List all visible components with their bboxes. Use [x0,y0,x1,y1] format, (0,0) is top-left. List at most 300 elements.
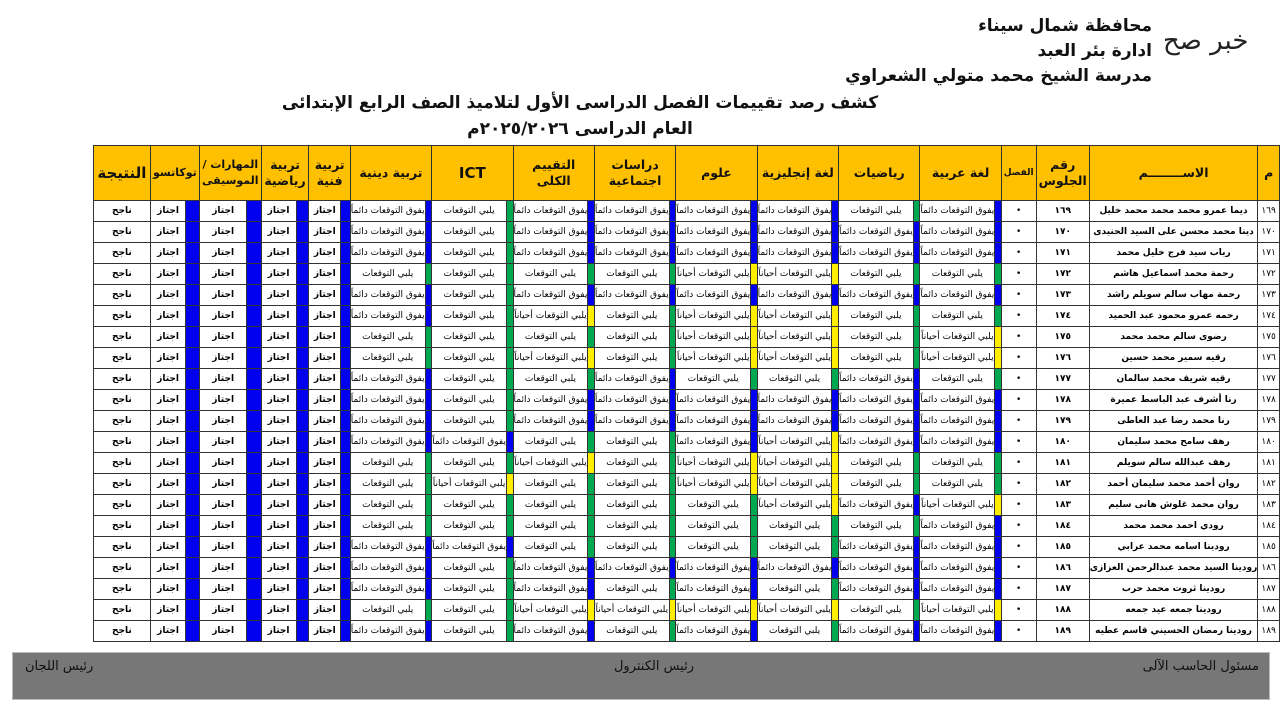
pass-pe: اجتاز [261,558,296,579]
grade-science: يفوق التوقعات دائماً [676,222,751,243]
student-name: رحمه عمرو محمود عبد الحميد [1089,306,1258,327]
table-row [94,348,1280,369]
grade-swatch-tokatsu [186,495,200,516]
row-index: ١٨٨ [1258,600,1280,621]
pass-tokatsu: اجتاز [150,600,186,621]
grade-overall: يفوق التوقعات دائماً [513,558,588,579]
grade-swatch-tokatsu [186,390,200,411]
result-cell: ناجح [94,453,151,474]
grade-swatch-music [247,390,261,411]
grade-swatch-arabic [995,474,1002,495]
table-row [94,558,1280,579]
grade-swatch-social [669,390,676,411]
grade-swatch-social [669,369,676,390]
row-index: ١٧٥ [1258,327,1280,348]
grade-english: يفوق التوقعات دائماً [757,243,832,264]
pass-tokatsu: اجتاز [150,348,186,369]
grade-english: يلبي التوقعات أحياناً [757,600,832,621]
col-ict: ICT [432,146,513,201]
grade-swatch-overall [588,306,595,327]
grade-arabic: يفوق التوقعات دائماً [920,285,995,306]
grade-swatch-social [669,432,676,453]
grade-science: يفوق التوقعات دائماً [676,558,751,579]
grade-swatch-religion [425,201,432,222]
result-cell: ناجح [94,558,151,579]
grade-arabic: يفوق التوقعات دائماً [920,411,995,432]
grade-swatch-social [669,495,676,516]
grade-swatch-arabic [995,201,1002,222]
grade-swatch-art [341,243,351,264]
col-math: رياضيات [839,146,920,201]
grade-swatch-science [751,306,758,327]
grade-swatch-ict [506,390,513,411]
pass-music: اجتاز [200,495,247,516]
grade-swatch-english [832,327,839,348]
grade-swatch-english [832,201,839,222]
class-cell: • [1001,390,1036,411]
grade-swatch-art [341,306,351,327]
pass-art: اجتاز [309,306,341,327]
grade-swatch-social [669,621,676,642]
grade-social: يلبي التوقعات [594,621,669,642]
grade-swatch-math [913,516,920,537]
class-cell: • [1001,579,1036,600]
grade-swatch-social [669,537,676,558]
grade-swatch-math [913,411,920,432]
grade-swatch-math [913,558,920,579]
grade-ict: يلبي التوقعات [432,516,507,537]
grade-swatch-religion [425,558,432,579]
row-index: ١٧٠ [1258,222,1280,243]
signature-footer [12,652,1270,700]
grade-overall: يلبي التوقعات [513,516,588,537]
grade-ict: يلبي التوقعات [432,411,507,432]
pass-tokatsu: اجتاز [150,327,186,348]
grade-swatch-arabic [995,348,1002,369]
grade-religion: يفوق التوقعات دائماً [350,432,425,453]
grade-math: يفوق التوقعات دائماً [839,243,914,264]
pass-pe: اجتاز [261,348,296,369]
row-index: ١٨٣ [1258,495,1280,516]
grade-swatch-pe [296,243,309,264]
grade-english: يفوق التوقعات دائماً [757,285,832,306]
grade-swatch-arabic [995,558,1002,579]
grade-swatch-art [341,264,351,285]
grade-swatch-math [913,243,920,264]
grade-swatch-english [832,621,839,642]
student-name: رقيه سمير محمد حسين [1089,348,1258,369]
control-head-label: رئيس الكنترول [613,659,694,674]
grade-swatch-arabic [995,495,1002,516]
grade-swatch-art [341,516,351,537]
grade-swatch-overall [588,285,595,306]
pass-art: اجتاز [309,537,341,558]
grade-swatch-ict [506,348,513,369]
pass-art: اجتاز [309,390,341,411]
grade-swatch-arabic [995,432,1002,453]
grade-swatch-art [341,369,351,390]
class-cell: • [1001,222,1036,243]
grade-social: يلبي التوقعات [594,453,669,474]
grade-swatch-arabic [995,285,1002,306]
grade-swatch-art [341,348,351,369]
seat-number: ١٨٨ [1036,600,1089,621]
grade-swatch-social [669,285,676,306]
grade-swatch-religion [425,243,432,264]
grade-science: يلبي التوقعات أحياناً [676,264,751,285]
table-row [94,390,1280,411]
class-cell: • [1001,621,1036,642]
grade-social: يلبي التوقعات [594,516,669,537]
row-index: ١٨٢ [1258,474,1280,495]
pass-music: اجتاز [200,411,247,432]
grade-swatch-tokatsu [186,201,200,222]
row-index: ١٨٤ [1258,516,1280,537]
grade-arabic: يلبي التوقعات أحياناً [920,348,995,369]
grade-swatch-arabic [995,306,1002,327]
pass-art: اجتاز [309,327,341,348]
seat-number: ١٨٦ [1036,558,1089,579]
pass-art: اجتاز [309,243,341,264]
student-name: دينا محمد محسن على السيد الحنيدى [1089,222,1258,243]
student-name: رودينا السيد محمد عبدالرحمن العزازى [1089,558,1258,579]
pass-music: اجتاز [200,327,247,348]
grade-religion: يفوق التوقعات دائماً [350,222,425,243]
grade-overall: يلبي التوقعات أحياناً [513,348,588,369]
result-cell: ناجح [94,474,151,495]
grade-science: يلبي التوقعات أحياناً [676,474,751,495]
pass-art: اجتاز [309,264,341,285]
grade-swatch-math [913,285,920,306]
seat-number: ١٧١ [1036,243,1089,264]
grade-swatch-tokatsu [186,411,200,432]
grade-swatch-overall [588,369,595,390]
grade-swatch-religion [425,600,432,621]
grade-swatch-ict [506,537,513,558]
grade-swatch-science [751,537,758,558]
table-row [94,579,1280,600]
grade-swatch-social [669,201,676,222]
grade-swatch-music [247,327,261,348]
grade-overall: يفوق التوقعات دائماً [513,411,588,432]
grade-swatch-tokatsu [186,516,200,537]
result-cell: ناجح [94,600,151,621]
grade-swatch-music [247,558,261,579]
grade-swatch-english [832,537,839,558]
grade-arabic: يفوق التوقعات دائماً [920,243,995,264]
pass-tokatsu: اجتاز [150,243,186,264]
grade-overall: يفوق التوقعات دائماً [513,579,588,600]
grade-swatch-religion [425,537,432,558]
grade-religion: يفوق التوقعات دائماً [350,558,425,579]
grade-science: يفوق التوقعات دائماً [676,201,751,222]
class-cell: • [1001,432,1036,453]
grade-swatch-science [751,327,758,348]
table-row [94,243,1280,264]
grade-math: يفوق التوقعات دائماً [839,579,914,600]
grade-arabic: يلبي التوقعات أحياناً [920,327,995,348]
grade-science: يلبي التوقعات أحياناً [676,348,751,369]
grade-swatch-ict [506,516,513,537]
title-line-2: العام الدراسى ٢٠٢٥/٢٠٢٦م [467,119,693,139]
grade-swatch-art [341,537,351,558]
computer-officer-label: مسئول الحاسب الآلى [1142,659,1259,674]
result-cell: ناجح [94,579,151,600]
grade-swatch-music [247,474,261,495]
pass-music: اجتاز [200,285,247,306]
row-index: ١٧٨ [1258,390,1280,411]
grade-swatch-art [341,558,351,579]
student-name: رهف سامح محمد سليمان [1089,432,1258,453]
grade-social: يفوق التوقعات دائماً [594,201,669,222]
grade-science: يلبي التوقعات [676,516,751,537]
grade-swatch-music [247,222,261,243]
grade-english: يلبي التوقعات أحياناً [757,306,832,327]
pass-music: اجتاز [200,432,247,453]
result-cell: ناجح [94,495,151,516]
grade-religion: يفوق التوقعات دائماً [350,411,425,432]
grade-swatch-ict [506,558,513,579]
grade-swatch-overall [588,453,595,474]
grade-swatch-art [341,579,351,600]
grade-swatch-science [751,495,758,516]
pass-pe: اجتاز [261,285,296,306]
grade-swatch-science [751,201,758,222]
grade-social: يلبي التوقعات [594,537,669,558]
pass-pe: اجتاز [261,621,296,642]
row-index: ١٧٣ [1258,285,1280,306]
grade-swatch-science [751,285,758,306]
grade-english: يفوق التوقعات دائماً [757,390,832,411]
grade-swatch-social [669,348,676,369]
pass-music: اجتاز [200,453,247,474]
grade-math: يلبي التوقعات [839,306,914,327]
grade-swatch-english [832,516,839,537]
col-class: الفصل [1001,146,1036,201]
seat-number: ١٧٧ [1036,369,1089,390]
grade-social: يلبي التوقعات [594,474,669,495]
grade-social: يفوق التوقعات دائماً [594,558,669,579]
grade-english: يلبي التوقعات أحياناً [757,495,832,516]
pass-art: اجتاز [309,453,341,474]
student-name: رنا محمد رضا عبد العاطى [1089,411,1258,432]
class-cell: • [1001,264,1036,285]
grade-english: يلبي التوقعات أحياناً [757,264,832,285]
table-row [94,264,1280,285]
grade-arabic: يفوق التوقعات دائماً [920,537,995,558]
grade-swatch-pe [296,201,309,222]
grade-math: يفوق التوقعات دائماً [839,495,914,516]
grade-overall: يلبي التوقعات [513,474,588,495]
grade-swatch-arabic [995,390,1002,411]
grade-swatch-ict [506,264,513,285]
grade-math: يلبي التوقعات [839,348,914,369]
grade-swatch-english [832,348,839,369]
grade-swatch-social [669,453,676,474]
grade-ict: يلبي التوقعات [432,621,507,642]
grade-science: يلبي التوقعات أحياناً [676,453,751,474]
row-index: ١٨٠ [1258,432,1280,453]
table-row [94,285,1280,306]
pass-art: اجتاز [309,285,341,306]
grade-math: يفوق التوقعات دائماً [839,537,914,558]
grade-swatch-overall [588,516,595,537]
grade-social: يلبي التوقعات [594,432,669,453]
grade-math: يلبي التوقعات [839,516,914,537]
grade-arabic: يلبي التوقعات أحياناً [920,495,995,516]
grade-swatch-english [832,306,839,327]
class-cell: • [1001,411,1036,432]
seat-number: ١٨٣ [1036,495,1089,516]
grade-swatch-pe [296,306,309,327]
grade-ict: يلبي التوقعات أحياناً [432,474,507,495]
pass-art: اجتاز [309,579,341,600]
grade-ict: يلبي التوقعات [432,495,507,516]
grade-swatch-tokatsu [186,243,200,264]
grade-arabic: يلبي التوقعات [920,474,995,495]
grade-swatch-pe [296,495,309,516]
pass-music: اجتاز [200,600,247,621]
grade-overall: يفوق التوقعات دائماً [513,621,588,642]
pass-pe: اجتاز [261,264,296,285]
grade-swatch-english [832,264,839,285]
pass-art: اجتاز [309,348,341,369]
grade-arabic: يفوق التوقعات دائماً [920,222,995,243]
pass-music: اجتاز [200,579,247,600]
class-cell: • [1001,537,1036,558]
pass-music: اجتاز [200,243,247,264]
grade-math: يفوق التوقعات دائماً [839,222,914,243]
result-cell: ناجح [94,432,151,453]
seat-number: ١٧٠ [1036,222,1089,243]
grade-english: يلبي التوقعات أحياناً [757,453,832,474]
grade-science: يلبي التوقعات [676,537,751,558]
grade-ict: يلبي التوقعات [432,453,507,474]
grade-swatch-arabic [995,621,1002,642]
grade-math: يلبي التوقعات [839,453,914,474]
pass-pe: اجتاز [261,432,296,453]
grade-swatch-tokatsu [186,369,200,390]
grade-swatch-ict [506,495,513,516]
result-cell: ناجح [94,537,151,558]
grade-religion: يفوق التوقعات دائماً [350,306,425,327]
grade-swatch-science [751,222,758,243]
class-cell: • [1001,243,1036,264]
grade-swatch-math [913,201,920,222]
grade-swatch-social [669,243,676,264]
grade-swatch-ict [506,327,513,348]
grade-science: يفوق التوقعات دائماً [676,390,751,411]
grade-arabic: يفوق التوقعات دائماً [920,558,995,579]
table-row [94,600,1280,621]
grade-swatch-music [247,600,261,621]
grade-swatch-art [341,285,351,306]
pass-music: اجتاز [200,621,247,642]
grade-ict: يلبي التوقعات [432,306,507,327]
grade-social: يفوق التوقعات دائماً [594,390,669,411]
grade-swatch-music [247,243,261,264]
student-name: رودينا جمعه عيد جمعه [1089,600,1258,621]
col-social: دراسات اجتماعية [594,146,675,201]
grade-swatch-tokatsu [186,327,200,348]
grade-religion: يفوق التوقعات دائماً [350,537,425,558]
pass-music: اجتاز [200,201,247,222]
grade-swatch-art [341,432,351,453]
grade-social: يلبي التوقعات أحياناً [594,600,669,621]
pass-art: اجتاز [309,621,341,642]
class-cell: • [1001,474,1036,495]
grade-science: يفوق التوقعات دائماً [676,621,751,642]
pass-tokatsu: اجتاز [150,201,186,222]
pass-music: اجتاز [200,369,247,390]
class-cell: • [1001,516,1036,537]
grade-swatch-art [341,390,351,411]
table-row [94,432,1280,453]
grade-swatch-ict [506,201,513,222]
seat-number: ١٧٨ [1036,390,1089,411]
grade-swatch-religion [425,621,432,642]
grade-social: يفوق التوقعات دائماً [594,222,669,243]
grade-swatch-religion [425,327,432,348]
grade-swatch-religion [425,516,432,537]
pass-music: اجتاز [200,390,247,411]
grade-swatch-religion [425,348,432,369]
grade-swatch-english [832,495,839,516]
grade-ict: يلبي التوقعات [432,348,507,369]
student-name: رقيه شريف محمد سالمان [1089,369,1258,390]
grade-swatch-english [832,243,839,264]
grade-swatch-overall [588,264,595,285]
grade-english: يلبي التوقعات أحياناً [757,327,832,348]
student-name: رودينا ثروت محمد حرب [1089,579,1258,600]
grade-english: يفوق التوقعات دائماً [757,558,832,579]
pass-pe: اجتاز [261,474,296,495]
pass-tokatsu: اجتاز [150,453,186,474]
grade-religion: يلبي التوقعات [350,495,425,516]
table-row [94,495,1280,516]
grade-swatch-music [247,516,261,537]
pass-tokatsu: اجتاز [150,516,186,537]
grade-swatch-tokatsu [186,453,200,474]
pass-tokatsu: اجتاز [150,474,186,495]
grade-religion: يلبي التوقعات [350,348,425,369]
seat-number: ١٨٢ [1036,474,1089,495]
grade-swatch-pe [296,432,309,453]
grade-ict: يفوق التوقعات دائماً [432,432,507,453]
pass-pe: اجتاز [261,453,296,474]
pass-tokatsu: اجتاز [150,306,186,327]
grade-swatch-math [913,327,920,348]
grade-social: يلبي التوقعات [594,579,669,600]
grade-swatch-science [751,453,758,474]
grade-english: يلبي التوقعات أحياناً [757,474,832,495]
grade-swatch-math [913,369,920,390]
grade-swatch-pe [296,222,309,243]
grade-science: يلبي التوقعات [676,495,751,516]
grade-math: يفوق التوقعات دائماً [839,621,914,642]
student-name: رباب سيد فرج خليل محمد [1089,243,1258,264]
grade-swatch-overall [588,411,595,432]
table-row [94,474,1280,495]
class-cell: • [1001,558,1036,579]
row-index: ١٧٦ [1258,348,1280,369]
seat-number: ١٨٧ [1036,579,1089,600]
grade-science: يفوق التوقعات دائماً [676,579,751,600]
grade-english: يفوق التوقعات دائماً [757,411,832,432]
grade-swatch-ict [506,285,513,306]
grade-religion: يفوق التوقعات دائماً [350,579,425,600]
pass-tokatsu: اجتاز [150,537,186,558]
